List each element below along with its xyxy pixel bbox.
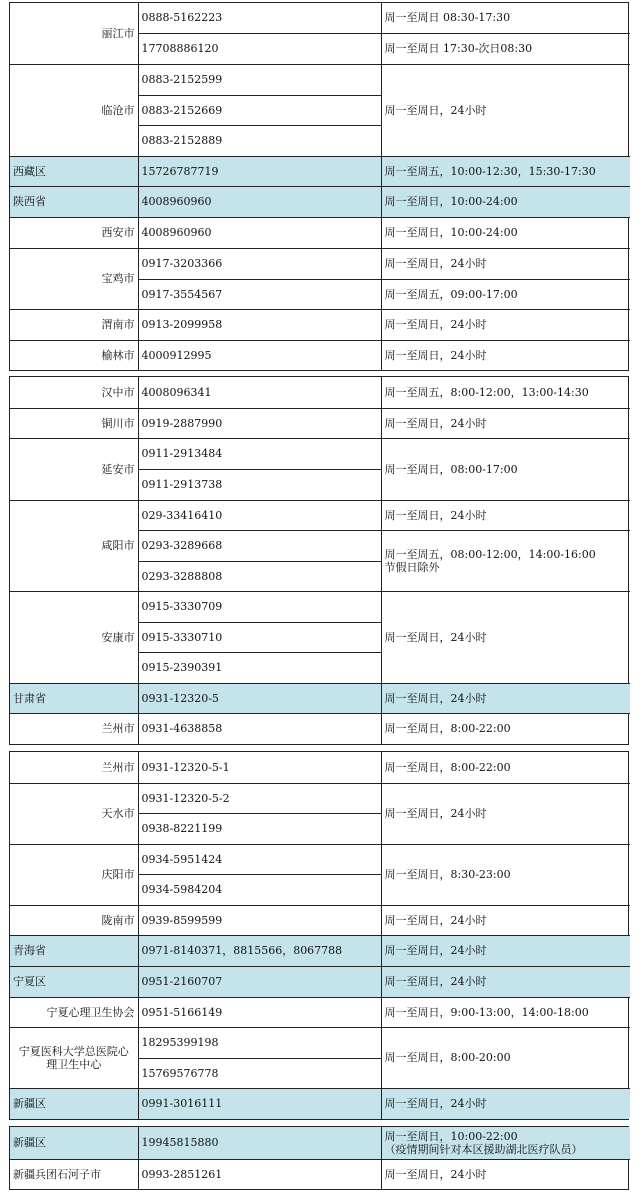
region-name: 丽江市: [10, 3, 138, 64]
phone-number: 4008096341: [138, 377, 381, 408]
service-hours: 周一至周日，24小时: [381, 1088, 630, 1119]
table-row: [10, 591, 630, 622]
table-row: [10, 997, 630, 1027]
phone-number: 0911-2913484: [138, 438, 381, 469]
table-row: [10, 156, 630, 186]
table-row: [10, 186, 630, 217]
table-row: [10, 844, 630, 874]
table-row: [10, 1127, 630, 1159]
service-hours: 周一至周五，10:00-12:30，15:30-17:30: [381, 156, 630, 186]
table-row: [10, 905, 630, 935]
phone-number: 4008960960: [138, 217, 381, 248]
hotline-table-block-2: [9, 376, 629, 745]
service-hours: 周一至周日，24小时: [381, 905, 630, 935]
service-hours: 周一至周五，08:00-12:00，14:00-16:00 节假日除外: [381, 530, 630, 591]
phone-number: 0951-2160707: [138, 966, 381, 997]
phone-number: 4008960960: [138, 186, 381, 217]
service-hours: 周一至周日，24小时: [381, 683, 630, 713]
region-name: 天水市: [10, 783, 138, 844]
service-hours: 周一至周日，24小时: [381, 64, 630, 156]
service-hours: 周一至周日，24小时: [381, 500, 630, 530]
region-name: 宁夏医科大学总医院心 理卫生中心: [10, 1027, 138, 1088]
region-name: 宁夏心理卫生协会: [10, 997, 138, 1027]
table-row: [10, 248, 630, 279]
service-hours: 周一至周日，24小时: [381, 340, 630, 370]
region-name: 青海省: [10, 935, 138, 966]
phone-number: 0917-3203366: [138, 248, 381, 279]
table-row: [10, 783, 630, 813]
phone-number: 15726787719: [138, 156, 381, 186]
phone-number: 0931-12320-5: [138, 683, 381, 713]
region-name: 兰州市: [10, 752, 138, 783]
region-name: 陇南市: [10, 905, 138, 935]
phone-number: 0917-3554567: [138, 279, 381, 309]
service-hours: 周一至周日，24小时: [381, 408, 630, 438]
region-name: 临沧市: [10, 64, 138, 156]
phone-number: 0991-3016111: [138, 1088, 381, 1119]
hotline-table: [10, 377, 630, 744]
phone-number: 0883-2152889: [138, 125, 381, 156]
phone-number: 0915-2390391: [138, 652, 381, 683]
phone-number: 029-33416410: [138, 500, 381, 530]
hotline-table: [10, 1127, 630, 1189]
phone-number: 0934-5951424: [138, 844, 381, 874]
table-row: [10, 217, 630, 248]
phone-number: 0915-3330709: [138, 591, 381, 622]
region-name: 延安市: [10, 438, 138, 500]
table-row: [10, 935, 630, 966]
table-row: [10, 683, 630, 713]
phone-number: 18295399198: [138, 1027, 381, 1058]
phone-number: 0293-3288808: [138, 561, 381, 591]
table-row: [10, 1088, 630, 1119]
region-name: 安康市: [10, 591, 138, 683]
region-name: 甘肃省: [10, 683, 138, 713]
phone-number: 4000912995: [138, 340, 381, 370]
service-hours: 周一至周五，09:00-17:00: [381, 279, 630, 309]
phone-number: 0939-8599599: [138, 905, 381, 935]
table-row: [10, 713, 630, 744]
service-hours: 周一至周日，10:00-24:00: [381, 186, 630, 217]
service-hours: 周一至周日，24小时: [381, 309, 630, 340]
hotline-table-block-4: [9, 1126, 629, 1190]
phone-number: 0913-2099958: [138, 309, 381, 340]
table-row: [10, 3, 630, 33]
region-name: 榆林市: [10, 340, 138, 370]
phone-number: 0971-8140371，8815566，8067788: [138, 935, 381, 966]
service-hours: 周一至周日，9:00-13:00，14:00-18:00: [381, 997, 630, 1027]
service-hours: 周一至周日，8:30-23:00: [381, 844, 630, 905]
service-hours: 周一至周日，24小时: [381, 935, 630, 966]
region-name: 西安市: [10, 217, 138, 248]
service-hours: 周一至周日，24小时: [381, 248, 630, 279]
table-row: [10, 1159, 630, 1189]
region-name: 宁夏区: [10, 966, 138, 997]
phone-number: 0938-8221199: [138, 813, 381, 844]
table-row: [10, 438, 630, 469]
phone-number: 0931-12320-5-2: [138, 783, 381, 813]
phone-number: 0931-4638858: [138, 713, 381, 744]
phone-number: 17708886120: [138, 33, 381, 64]
service-hours: 周一至周日 08:30-17:30: [381, 3, 630, 33]
phone-number: 0911-2913738: [138, 469, 381, 500]
phone-number: 0915-3330710: [138, 622, 381, 652]
phone-number: 0993-2851261: [138, 1159, 381, 1189]
service-hours: 周一至周日，24小时: [381, 591, 630, 683]
service-hours: 周一至周日，10:00-22:00 （疫情期间针对本区援助湖北医疗队员）: [381, 1127, 630, 1159]
hotline-table: [10, 3, 630, 370]
table-row: [10, 966, 630, 997]
service-hours: 周一至周日，8:00-22:00: [381, 713, 630, 744]
table-row: [10, 500, 630, 530]
service-hours: 周一至周日，8:00-20:00: [381, 1027, 630, 1088]
region-name: 汉中市: [10, 377, 138, 408]
phone-number: 15769576778: [138, 1058, 381, 1088]
phone-number: 0293-3289668: [138, 530, 381, 561]
service-hours: 周一至周日 17:30-次日08:30: [381, 33, 630, 64]
hotline-table: [10, 752, 630, 1119]
phone-number: 0888-5162223: [138, 3, 381, 33]
hotline-table-block-1: [9, 2, 629, 371]
service-hours: 周一至周日，24小时: [381, 783, 630, 844]
region-name: 新疆兵团石河子市: [10, 1159, 138, 1189]
service-hours: 周一至周日，24小时: [381, 966, 630, 997]
hotline-table-block-3: [9, 751, 629, 1120]
region-name: 庆阳市: [10, 844, 138, 905]
phone-number: 0934-5984204: [138, 874, 381, 905]
table-row: [10, 309, 630, 340]
phone-number: 0931-12320-5-1: [138, 752, 381, 783]
service-hours: 周一至周日，24小时: [381, 1159, 630, 1189]
phone-number: 0951-5166149: [138, 997, 381, 1027]
phone-number: 0919-2887990: [138, 408, 381, 438]
region-name: 新疆区: [10, 1088, 138, 1119]
phone-number: 0883-2152669: [138, 95, 381, 125]
service-hours: 周一至周日，08:00-17:00: [381, 438, 630, 500]
table-row: [10, 752, 630, 783]
table-row: [10, 408, 630, 438]
region-name: 兰州市: [10, 713, 138, 744]
region-name: 渭南市: [10, 309, 138, 340]
region-name: 铜川市: [10, 408, 138, 438]
region-name: 宝鸡市: [10, 248, 138, 309]
table-row: [10, 340, 630, 370]
region-name: 咸阳市: [10, 500, 138, 591]
region-name: 新疆区: [10, 1127, 138, 1159]
region-name: 陕西省: [10, 186, 138, 217]
phone-number: 19945815880: [138, 1127, 381, 1159]
service-hours: 周一至周日，8:00-22:00: [381, 752, 630, 783]
table-row: [10, 64, 630, 95]
service-hours: 周一至周日，10:00-24:00: [381, 217, 630, 248]
region-name: 西藏区: [10, 156, 138, 186]
service-hours: 周一至周五，8:00-12:00，13:00-14:30: [381, 377, 630, 408]
phone-number: 0883-2152599: [138, 64, 381, 95]
table-row: [10, 1027, 630, 1058]
table-row: [10, 377, 630, 408]
